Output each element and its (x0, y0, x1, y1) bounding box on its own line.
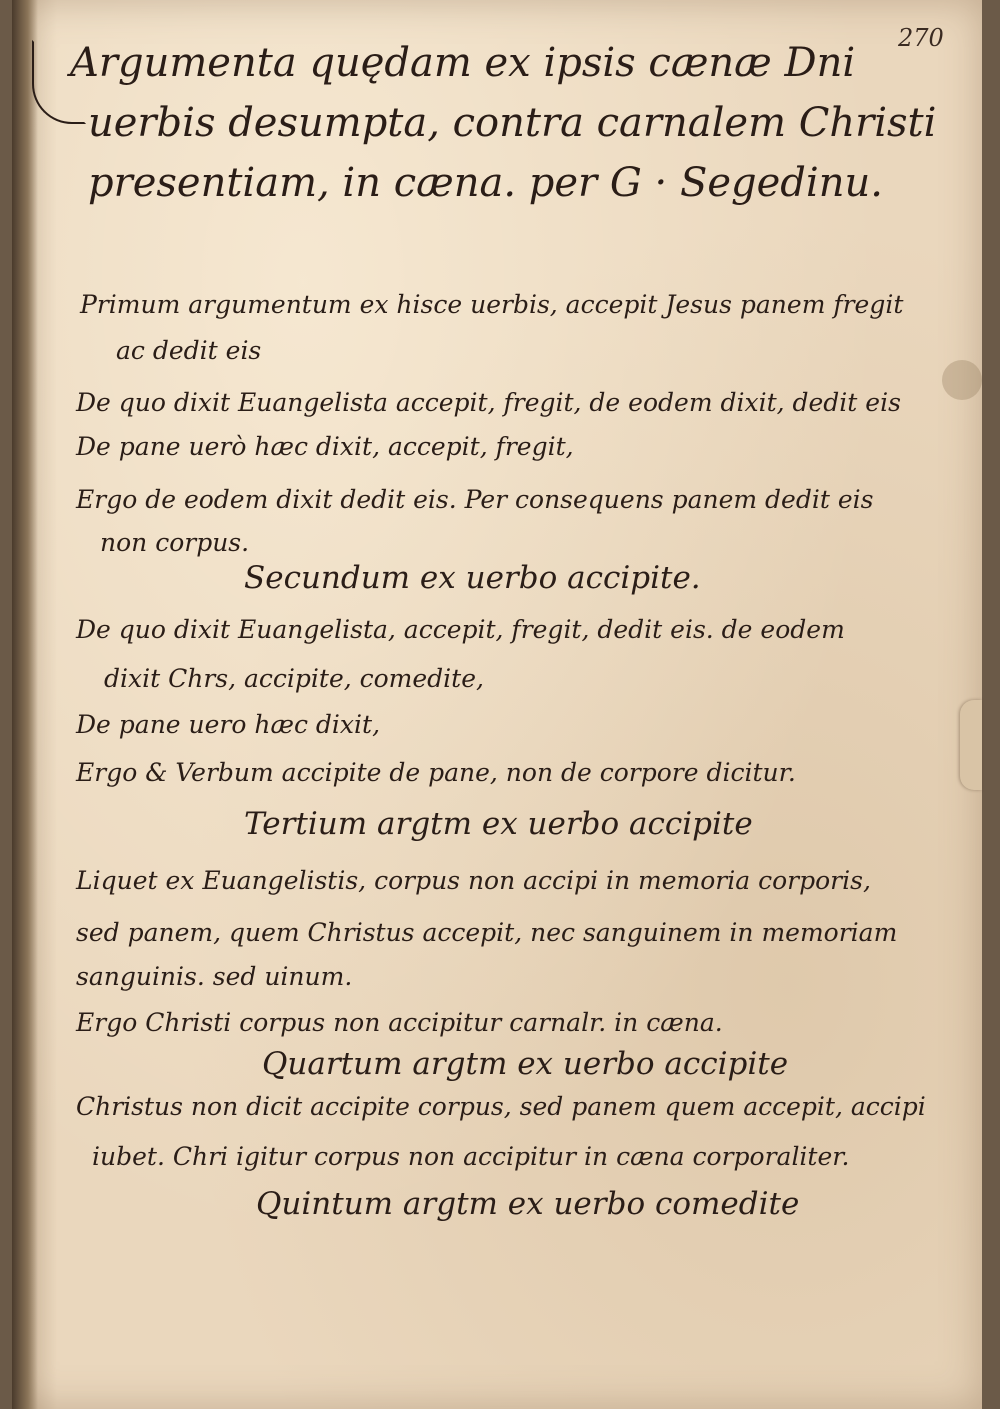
text-line-15: sanguinis. sed uinum. (76, 962, 353, 991)
text-line-13: Liquet ex Euangelistis, corpus non accipi in memoria corporis, (76, 866, 871, 895)
text-line-14: sed panem, quem Christus accepit, nec sanguinem in memoriam (76, 918, 898, 947)
text-line-10: De pane uero hæc dixit, (76, 710, 381, 739)
initial-flourish (32, 40, 86, 124)
heading-quintum: Quintum argtm ex uerbo comedite (256, 1186, 800, 1222)
text-line-18: Christus non dicit accipite corpus, sed panem quem accepit, accipi (76, 1092, 926, 1121)
title-line-2: uerbis desumpta, contra carnalem Christi (88, 100, 937, 146)
text-line-3: De quo dixit Euangelista accepit, fregit, de eodem dixit, dedit eis (76, 388, 901, 417)
text-line-9: dixit Chrs, accipite, comedite, (104, 664, 484, 693)
text-line-2: ac dedit eis (116, 336, 262, 365)
manuscript-page (12, 0, 982, 1409)
title-line-3: presentiam, in cæna. per G · Segedinu. (88, 160, 883, 206)
text-line-5: Ergo de eodem dixit dedit eis. Per consequens panem dedit eis (76, 485, 874, 514)
heading-quartum: Quartum argtm ex uerbo accipite (262, 1046, 789, 1082)
text-line-16: Ergo Christi corpus non accipitur carnalr. in cæna. (76, 1008, 723, 1037)
heading-tertium: Tertium argtm ex uerbo accipite (244, 806, 753, 842)
binding-gutter (12, 0, 38, 1409)
text-line-8: De quo dixit Euangelista, accepit, fregit, dedit eis. de eodem (76, 615, 845, 644)
paper-stain (942, 360, 982, 400)
text-line-11: Ergo & Verbum accipite de pane, non de corpore dicitur. (76, 758, 796, 787)
page-edge-tab (960, 700, 982, 790)
text-line-19: iubet. Chri igitur corpus non accipitur in cæna corporaliter. (92, 1142, 850, 1171)
heading-secundum: Secundum ex uerbo accipite. (244, 560, 701, 596)
text-line-4: De pane uerò hæc dixit, accepit, fregit, (76, 432, 574, 461)
title-line-1: Argumenta quędam ex ipsis cænæ Dni (70, 40, 856, 86)
text-line-6: non corpus. (100, 528, 250, 557)
text-line-1: Primum argumentum ex hisce uerbis, accepit Jesus panem fregit (80, 290, 904, 319)
folio-number: 270 (898, 24, 944, 52)
